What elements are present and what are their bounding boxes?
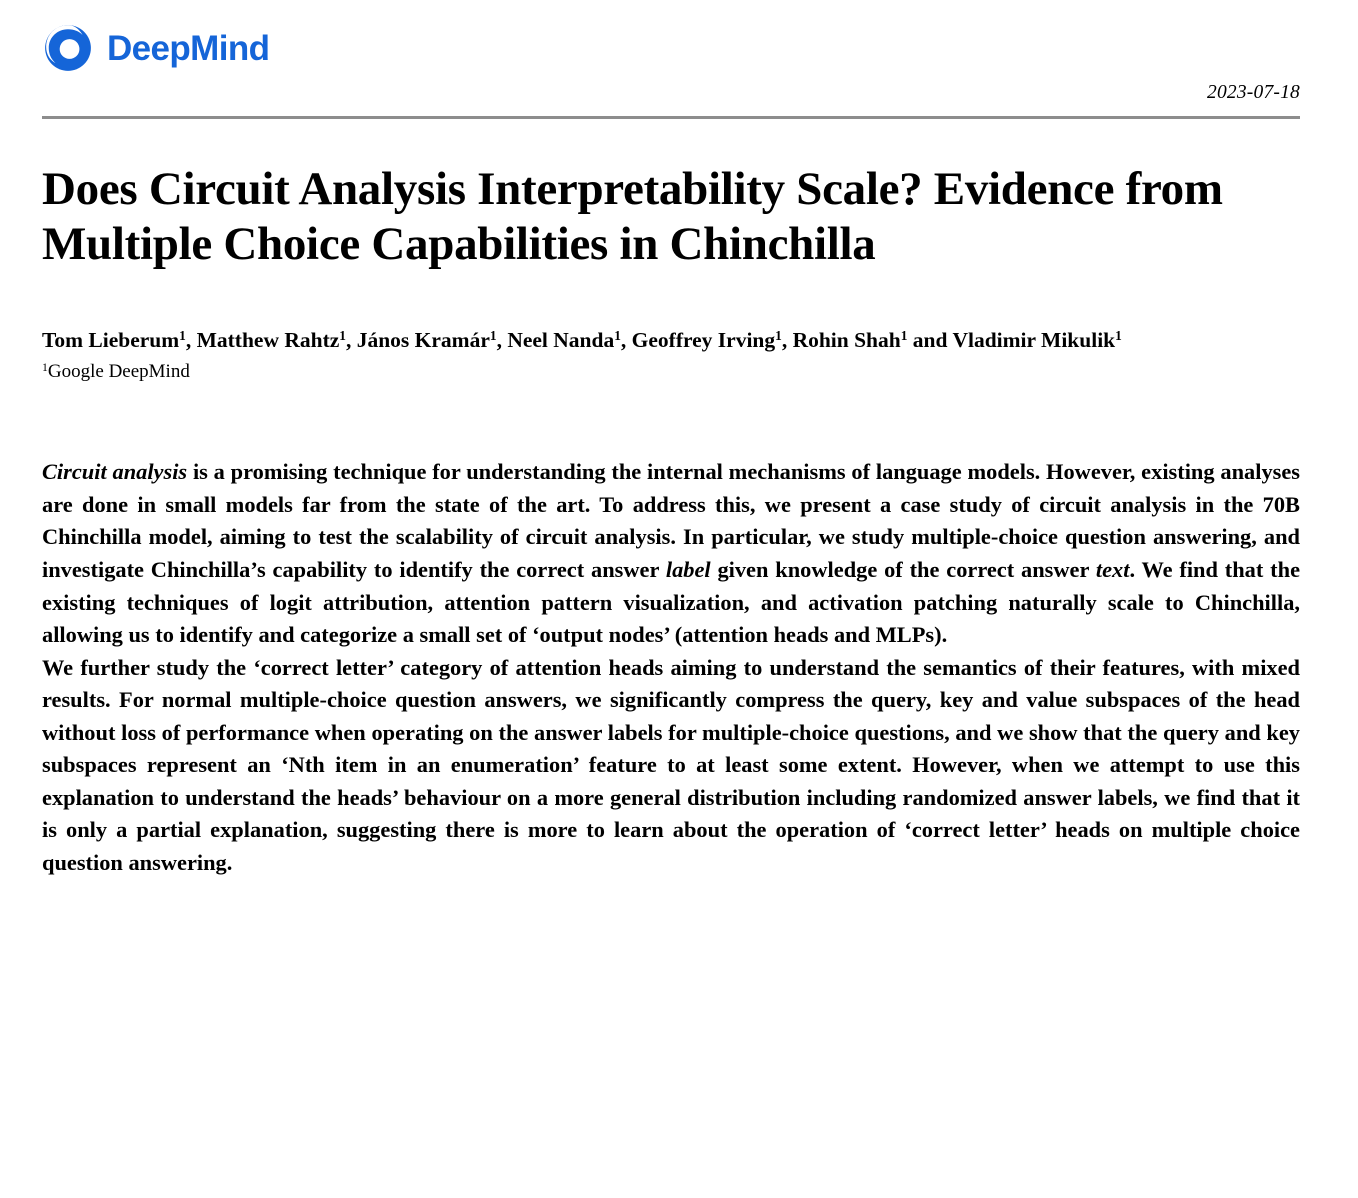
publication-date: 2023-07-18 [1207,82,1300,103]
deepmind-brand [42,0,1300,74]
author-name: János Kramár [356,327,490,352]
affiliation-name: Google DeepMind [47,360,190,382]
abstract-paragraph-1 [42,456,1300,651]
page-header [42,0,1300,126]
abstract-italic-label: label [665,556,711,582]
abstract-text: given knowledge of the correct answer [710,556,1096,582]
author-name: Vladimir Mikulik [952,327,1116,352]
header-divider [42,116,1300,119]
author-name: Tom Lieberum [42,327,180,352]
affiliation-line [42,360,1252,385]
author-list: Tom Lieberum$^1$, Matthew Rahtz$^1$, János Kramár$^1$, Neel Nanda$^1$, Geoffrey Irving$^1$, Rohin Shah$^1$ and Vladimir Mikulik$^1$ $^1$Google DeepMind [42,325,1252,384]
author-affiliation-marker: 1 [1115,328,1122,344]
deepmind-spiral-logo [42,22,94,74]
author-affiliation-marker: 1 [489,328,497,344]
author-name: Rohin Shah [792,327,901,352]
page-title: Does Circuit Analysis Interpretability Scale? Evidence from Multiple Choice Capabilities in Chinchilla [42,163,1223,270]
abstract-text: is a promising technique for understanding the internal mechanisms of language models. However, existing analyses are done in small models far from the state of the art. To address this, we present a case study of circuit analysis in the 70B Chinchilla model, aiming to test the scalability of circuit analysis. In particular, we study multiple-choice question answering, and investigate Chinchilla’s capability to identify the correct answer [42,459,1300,582]
author-affiliation-marker: 1 [614,328,621,344]
author-affiliation-marker: 1 [179,328,186,344]
author-name: Neel Nanda [507,327,615,352]
affiliation-marker: 1 [42,360,48,374]
author-name: Matthew Rahtz [196,327,340,352]
authors-conjunction: and [912,327,948,352]
abstract-text: . We find that the existing techniques of logit attribution, attention pattern visualization, and activation patching naturally scale to Chinchilla, allowing us to identify and categorize a small set of ‘output nodes’ (attention heads and MLPs). [42,556,1301,648]
abstract [42,456,1300,879]
author-affiliation-marker: 1 [339,328,346,344]
deepmind-wordmark: DeepMind [107,28,270,68]
abstract-italic-text: text [1095,556,1130,582]
author-name: Geoffrey Irving [631,327,776,352]
abstract-paragraph-2: We further study the ‘correct letter’ category of attention heads aiming to understand the semantics of their features, with mixed results. For normal multiple-choice question answers, we significantly compress the query, key and value subspaces of the head without loss of performance when operating on the answer labels for multiple-choice questions, and we show that the query and key subspaces represent an ‘Nth item in an enumeration’ feature to at least some extent. However, when we attempt to use this explanation to understand the heads’ behaviour on a more general distribution including randomized answer labels, we find that it is only a partial explanation, suggesting there is more to learn about the operation of ‘correct letter’ heads on multiple choice question answering. [42,654,1300,875]
author-affiliation-marker: 1 [900,328,908,344]
abstract-lead-italic: Circuit analysis [42,459,188,485]
author-affiliation-marker: 1 [775,328,782,344]
